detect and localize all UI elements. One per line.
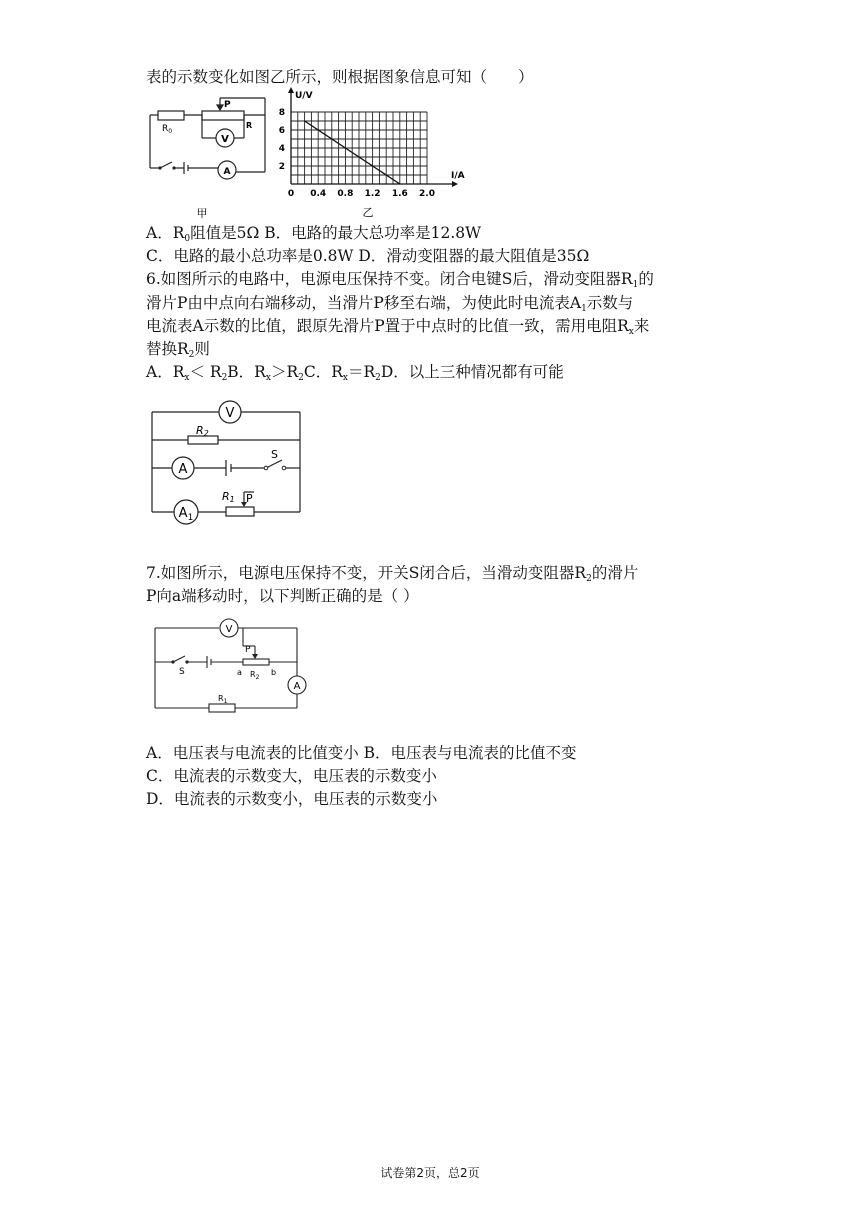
graph-caption: 乙 [362,206,374,219]
q7-slider-p-label: P [245,645,251,655]
q7-end-b-label: b [271,668,277,677]
ammeter-label: A [223,167,231,177]
q7-option-c: C．电流表的示数变大，电压表的示数变小 [146,767,437,785]
q7-options-ab: A．电压表与电流表的比值变小 B．电压表与电流表的比值不变 [146,744,577,762]
q6-ammeter-a1-label: $A_1$ [178,506,194,523]
q5-options-cd: C．电路的最小总功率是0.8W D．滑动变阻器的最大阻值是35Ω [146,247,590,265]
y-axis-label: U/V [295,91,313,101]
q7-switch-label: S [179,667,185,677]
y-tick-label: 4 [278,144,285,154]
y-tick-label: 2 [278,162,285,172]
x-tick-label: 0.8 [337,189,354,199]
y-tick-label: 8 [278,108,285,118]
q5-ui-graph [275,84,475,224]
q6-r2-label: R2 [196,424,209,438]
q6-line1: 6.如图所示的电路中，电源电压保持不变。闭合电键S后，滑动变阻器$R_1$的 [146,270,654,290]
q6-switch-label: S [271,448,278,461]
q6-line3: 电流表A示数的比值，跟原先滑片P置于中点时的比值一致，需用电阻$R_x$来 [146,317,650,337]
x-tick-label: 1.2 [364,189,381,199]
circuit-caption: 甲 [196,207,208,220]
q7-ammeter-label: A [293,681,301,692]
q7-end-a-label: a [237,668,242,677]
q7-voltmeter-label: V [225,624,233,635]
y-tick-label: 6 [278,126,285,136]
q6-line2: 滑片P由中点向右端移动，当滑片P移至右端，为使此时电流表$A_1$示数与 [146,294,634,314]
x-tick-label: 1.6 [391,189,408,199]
q7-option-d: D．电流表的示数变小，电压表的示数变小 [146,790,438,808]
rheostat-r-label: R [246,121,253,130]
q6-voltmeter-label: V [225,406,235,421]
q6-slider-p-label: P [246,492,253,505]
q6-line4: 替换$R_2$则 [146,340,210,360]
x-axis-label: I/A [451,171,465,181]
r0-label: $R_0$ [162,124,173,135]
x-tick-label: 2.0 [419,189,435,199]
q5-intro: 表的示数变化如图乙所示，则根据图象信息可知（ ） [146,68,534,86]
x-tick-label: 0.4 [310,189,327,199]
page-footer: 试卷第2页，总2页 [380,1166,480,1180]
slider-p-label: P [224,100,231,110]
q7-line1: 7.如图所示，电源电压保持不变，开关S闭合后，当滑动变阻器$R_2$的滑片 [146,564,639,584]
q5-circuit-diagram [140,90,275,220]
q7-line2: P向a端移动时，以下判断正确的是（ ） [146,587,419,605]
q5-options-ab: A．$R_0$阻值是5Ω B．电路的最大总功率是12.8W [146,224,482,244]
graph-grid [291,112,427,184]
voltmeter-label: V [221,134,229,145]
q7-r1-label: $R_1$ [218,694,228,705]
q7-circuit-diagram [145,614,315,714]
q6-r1-label: R1 [222,490,235,504]
q6-ammeter-label: A [178,462,188,477]
q7-r2-label: $R_2$ [250,670,260,681]
q6-options: A．$R_x< R_2B$．$R_x>R_2C$．$R_x=R_2D$．以上三种情况都有可能 [146,363,564,383]
x-tick-label: 0 [287,189,295,199]
q6-circuit-diagram [140,396,315,528]
